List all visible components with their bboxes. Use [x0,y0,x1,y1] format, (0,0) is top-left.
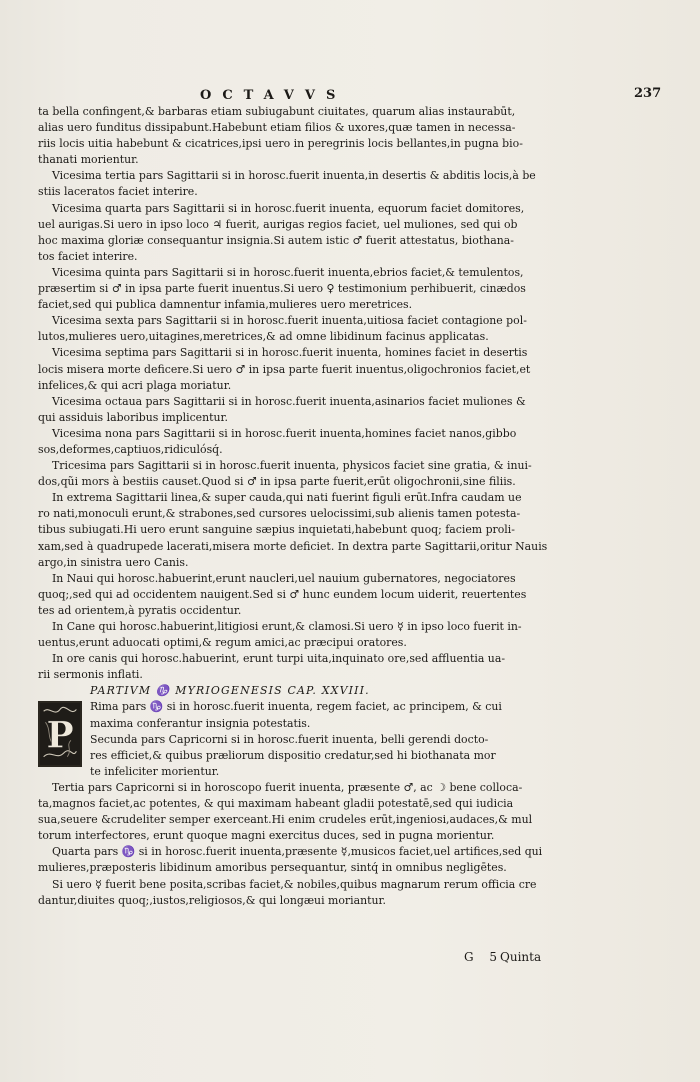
text-line: Tricesima pars Sagittarii si in horosc.fuerit inuenta, physicos faciet sine gratia, & inui- [52,459,532,473]
text-line: Vicesima septima pars Sagittarii si in horosc.fuerit inuenta, homines faciet in desertis [52,346,528,360]
text-line: argo,in sinistra uero Canis. [38,555,189,569]
running-title: OCTAVVS [200,88,347,103]
dropcap-block [38,699,554,779]
text-line: thanati morientur. [38,153,139,167]
text-line: maxima conferantur insignia potestatis. [90,716,311,730]
text-line: hoc maxima gloriæ consequantur insignia.Si autem istic ♂ fuerit attestatus, biothana- [38,233,514,247]
text-line: alias uero funditus dissipabunt.Habebunt etiam filios & uxores,quæ tamen in necessa- [38,121,516,135]
text-line: riis locis uitia habebunt & cicatrices,ipsi uero in peregrinis locis bellantes,in pugna bio- [38,137,523,151]
text-line: te infeliciter morientur. [90,764,220,778]
text-line: Si uero ☿ fuerit bene posita,scribas faciet,& nobiles,quibus magnarum rerum officia cre [52,877,537,891]
dropcap-lines [38,699,554,779]
text-line: mulieres,præposteris libidinum amoribus persequantur, sintq́ in omnibus negligētes. [38,861,507,875]
text-line: uel aurigas.Si uero in ipso loco ♃ fuerit, aurigas regios faciet, uel muliones, sed qui ob [38,217,518,231]
text-line: In Naui qui horosc.habuerint,erunt naucleri,uel nauium gubernatores, negociatores [52,571,516,585]
decorated-initial-icon [40,703,80,765]
text-line: Vicesima nona pars Sagittarii si in horosc.fuerit inuenta,homines faciet nanos,gibbo [52,426,517,440]
text-line: ta bella confingent,& barbaras etiam subiugabunt ciuitates, quarum alias instaurabūt, [38,105,516,118]
text-line: dantur,diuites quoq;,iustos,religiosos,& qui longæui moriantur. [38,893,386,907]
text-line: Vicesima quarta pars Sagittarii si in horosc.fuerit inuenta, equorum faciet domitores, [52,201,525,215]
catchword: Quinta [500,950,542,964]
paragraphs-bottom [38,780,554,909]
text-line: In Cane qui horosc.habuerint,litigiosi erunt,& clamosi.Si uero ☿ in ipso loco fuerit in- [52,620,522,633]
paragraphs-top [38,104,554,683]
folio-number: 237 [634,86,662,101]
text-line: uentus,erunt aduocati optimi,& regum amici,ac præcipui oratores. [38,636,407,650]
text-line: rii sermonis inflati. [38,668,143,682]
text-line: locis misera morte deficere.Si uero ♂ in ipsa parte fuerit inuentus,oligochronios faciet,et [38,362,531,376]
text-line: lutos,mulieres uero,uitagines,meretrices,& ad omne libidinum facinus applicatas. [38,330,489,344]
text-line: præsertim si ♂ in ipsa parte fuerit inuentus.Si uero ♀ testimonium perhibuerit, cinædos [38,282,526,296]
text-line: torum interfectores, erunt quoque magni exercitus duces, sed in pugna morientur. [38,829,495,843]
text-line: Vicesima sexta pars Sagittarii si in horosc.fuerit inuenta,uitiosa faciet contagione pol- [52,314,527,328]
text-line: Quarta pars ♑ si in horosc.fuerit inuenta,præsente ☿,musicos faciet,uel artifices,sed qui [52,845,543,859]
text-line: faciet,sed qui publica damnentur infamia,mulieres uero meretrices. [38,298,413,312]
text-line: Vicesima tertia pars Sagittarii si in horosc.fuerit inuenta,in desertis & abditis locis,à be [52,169,536,183]
chapter-heading: PARTIVM ♑ MYRIOGENESIS CAP. XXVIII. [90,684,370,698]
text-line: infelices,& qui acri plaga moriatur. [38,378,232,392]
text-line: In extrema Sagittarii linea,& super cauda,qui nati fuerint figuli erūt.Infra caudam ue [52,491,522,505]
text-line: xam,sed à quadrupede lacerati,misera morte deficiet. In dextra parte Sagittarii,oritur Nauis [38,539,548,553]
svg-text:P: P [46,714,74,758]
text-line: stiis laceratos faciet interire. [38,185,198,199]
text-line: Secunda pars Capricorni si in horosc.fuerit inuenta, belli gerendi docto- [90,732,489,746]
text-line: tes ad orientem,à pyratis occidentur. [38,603,242,617]
text-line: tos faciet interire. [38,249,138,263]
text-line: Vicesima quinta pars Sagittarii si in horosc.fuerit inuenta,ebrios faciet,& temulentos, [52,265,524,279]
text-line: Vicesima octaua pars Sagittarii si in horosc.fuerit inuenta,asinarios faciet muliones & [52,394,526,408]
text-line: qui assiduis laboribus implicentur. [38,410,229,424]
text-line: In ore canis qui horosc.habuerint, erunt turpi uita,inquinato ore,sed affluentia ua- [52,652,505,666]
page-footer [0,950,700,970]
text-line: res efficiet,& quibus præliorum dispositio credatur,sed hi biothanata mor [90,748,496,762]
text-line: quoq;,sed qui ad occidentem nauigent.Sed si ♂ hunc eundem locum uiderit, reuertentes [38,587,527,601]
body-text [38,104,554,909]
text-line: Rima pars ♑ si in horosc.fuerit inuenta, regem faciet, ac principem, & cui [90,700,502,714]
text-line: ro nati,monoculi erunt,& strabones,sed cursores uelocissimi,sub alienis tamen potesta- [38,507,521,521]
text-line: dos,qũi mors à bestiis causet.Quod si ♂ in ipsa parte fuerit,erūt oligochronii,sine filiis. [38,475,516,489]
decorated-initial-p [38,701,82,767]
text-line: ta,magnos faciet,ac potentes, & qui maximam habeant gladii potestatē,sed qui iudicia [38,797,514,811]
signature-mark: G 5 [464,950,504,964]
text-line: Tertia pars Capricorni si in horoscopo fuerit inuenta, præsente ♂, ac ☽ bene colloca- [52,780,523,794]
text-line: tibus subiugati.Hi uero erunt sanguine sæpius inquietati,habebunt quoq; faciem proli- [38,523,515,537]
text-line: sua,seuere &crudeliter semper exerceant.Hi enim crudeles erūt,ingeniosi,audaces,& mul [38,813,533,827]
text-line: sos,deformes,captiuos,ridiculósq́. [38,442,223,456]
